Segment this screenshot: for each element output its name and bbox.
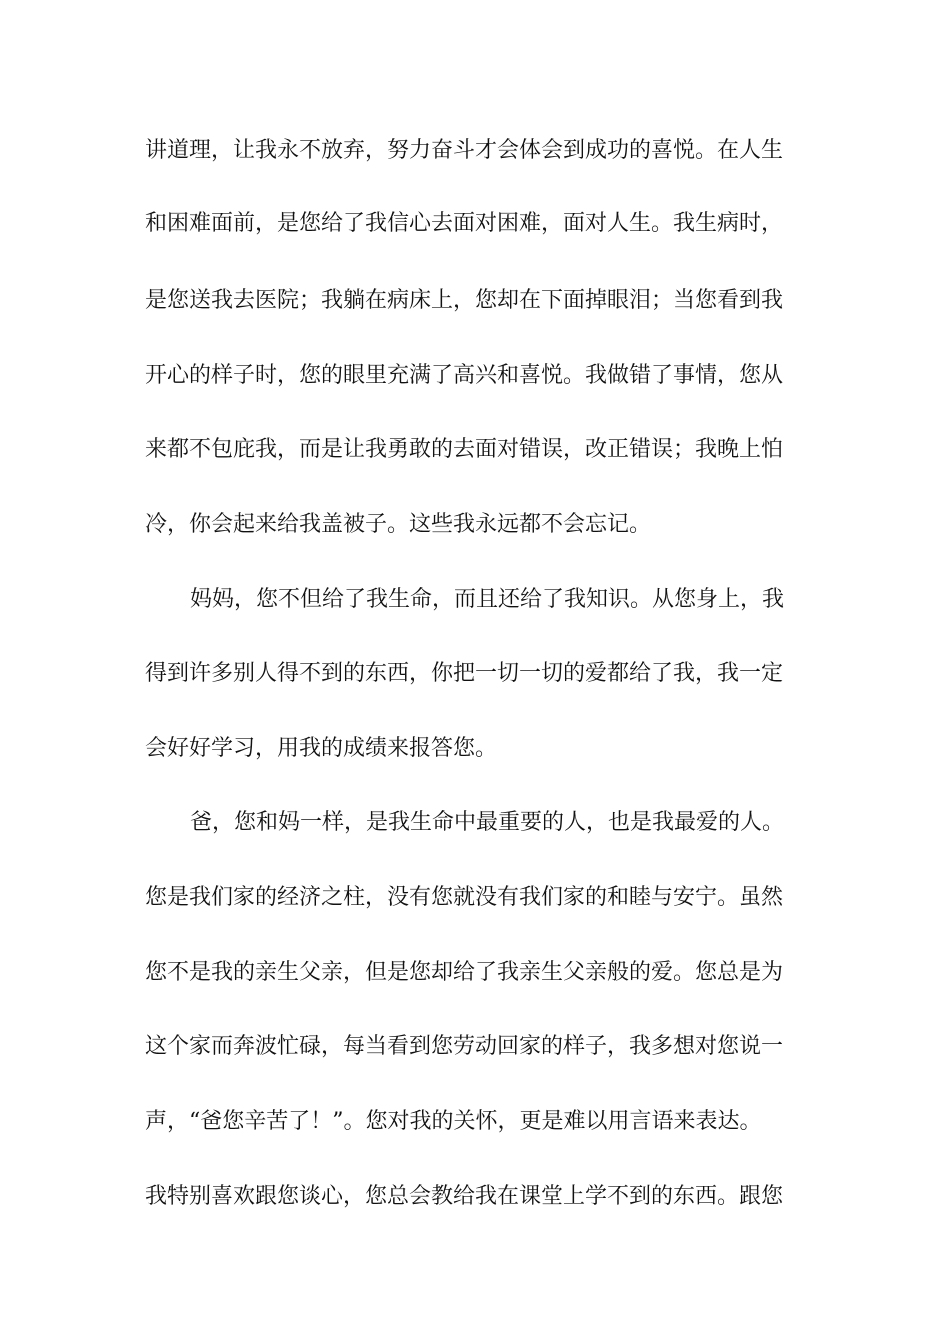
text-line: 得到许多别人得不到的东西，你把一切一切的爱都给了我，我一定 <box>145 661 784 686</box>
text-line: 声，“爸您辛苦了！”。您对我的关怀，更是难以用言语来表达。 <box>145 1109 762 1134</box>
text-line: 讲道理，让我永不放弃，努力奋斗才会体会到成功的喜悦。在人生 <box>145 138 784 163</box>
text-line: 您不是我的亲生父亲，但是您却给了我亲生父亲般的爱。您总是为 <box>145 960 784 985</box>
paragraph-first-line: 妈妈，您不但给了我生命，而且还给了我知识。从您身上，我 <box>190 587 785 612</box>
text-line: 会好好学习，用我的成绩来报答您。 <box>145 736 498 761</box>
text-line: 来都不包庇我，而是让我勇敢的去面对错误，改正错误；我晚上怕 <box>145 437 784 462</box>
paragraph-first-line: 爸，您和妈一样，是我生命中最重要的人，也是我最爱的人。 <box>190 810 785 835</box>
text-line: 冷，你会起来给我盖被子。这些我永远都不会忘记。 <box>145 512 652 537</box>
text-line: 这个家而奔波忙碌，每当看到您劳动回家的样子，我多想对您说一 <box>145 1034 784 1059</box>
text-line: 开心的样子时，您的眼里充满了高兴和喜悦。我做错了事情，您从 <box>145 363 784 388</box>
text-line: 是您送我去医院；我躺在病床上，您却在下面掉眼泪；当您看到我 <box>145 288 784 313</box>
text-line: 您是我们家的经济之柱，没有您就没有我们家的和睦与安宁。虽然 <box>145 885 784 910</box>
text-line: 和困难面前，是您给了我信心去面对困难，面对人生。我生病时， <box>145 211 784 236</box>
text-line: 我特别喜欢跟您谈心，您总会教给我在课堂上学不到的东西。跟您 <box>145 1184 784 1209</box>
